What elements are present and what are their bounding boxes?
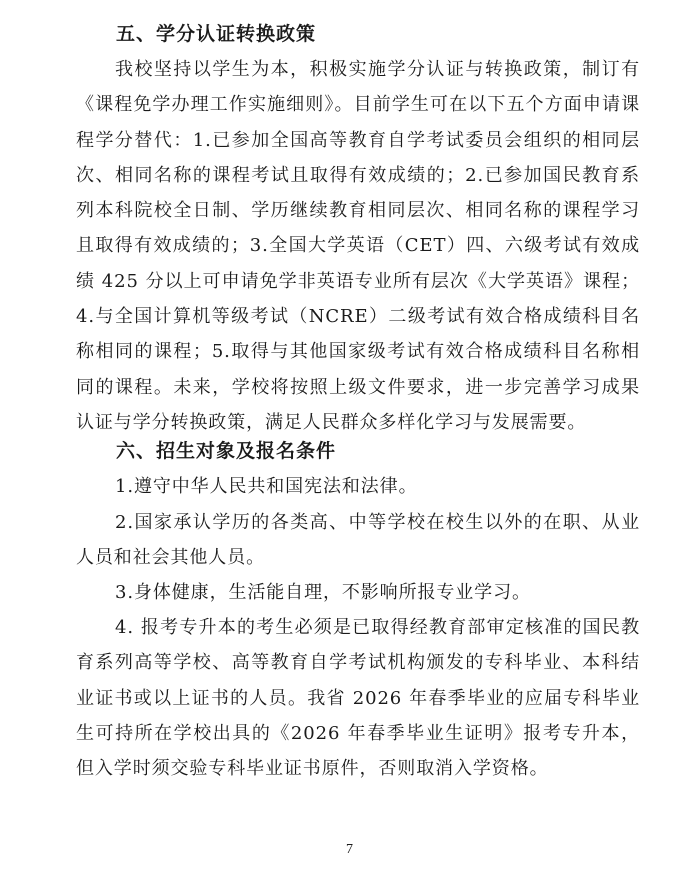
condition-item-4: 4. 报考专升本的考生必须是已取得经教育部审定核准的国民教育系列高等学校、高等教育自学考试机构颁发的专科毕业、本科结业证书或以上证书的人员。我省 2026 年春季毕业的应届专科毕业生可持所在学校出具的《2026 年春季毕业生证明》报考专升本，但入学时须交验专科毕业证书原件，否则取消入学资格。: [76, 617, 640, 780]
section-5-heading: 五、学分认证转换政策: [116, 23, 317, 45]
section-6-heading: 六、招生对象及报名条件: [116, 440, 337, 462]
condition-item-3: 3.身体健康，生活能自理，不影响所报专业学习。: [115, 582, 531, 603]
page-number: 7: [346, 842, 353, 857]
section-5-paragraph: 我校坚持以学生为本，积极实施学分认证与转换政策，制订有《课程免学办理工作实施细则》。目前学生可在以下五个方面申请课程学分替代：1.已参加全国高等教育自学考试委员会组织的相同层次、相同名称的课程考试且取得有效成绩的；2.已参加国民教育系列本科院校全日制、学历继续教育相同层次、相同名称的课程学习且取得有效成绩的；3.全国大学英语（CET）四、六级考试有效成绩 425 分以上可申请免学非英语专业所有层次《大学英语》课程；4.与全国计算机等级考试（NCRE）二级考试有效合格成绩科目名称相同的课程；5.取得与其他国家级考试有效合格成绩科目名称相同的课程。未来，学校将按照上级文件要求，进一步完善学习成果认证与学分转换政策，满足人民群众多样化学习与发展需要。: [76, 59, 640, 433]
condition-item-2: 2.国家承认学历的各类高、中等学校在校生以外的在职、从业人员和社会其他人员。: [76, 512, 640, 569]
condition-item-1: 1.遵守中华人民共和国宪法和法律。: [115, 476, 418, 497]
